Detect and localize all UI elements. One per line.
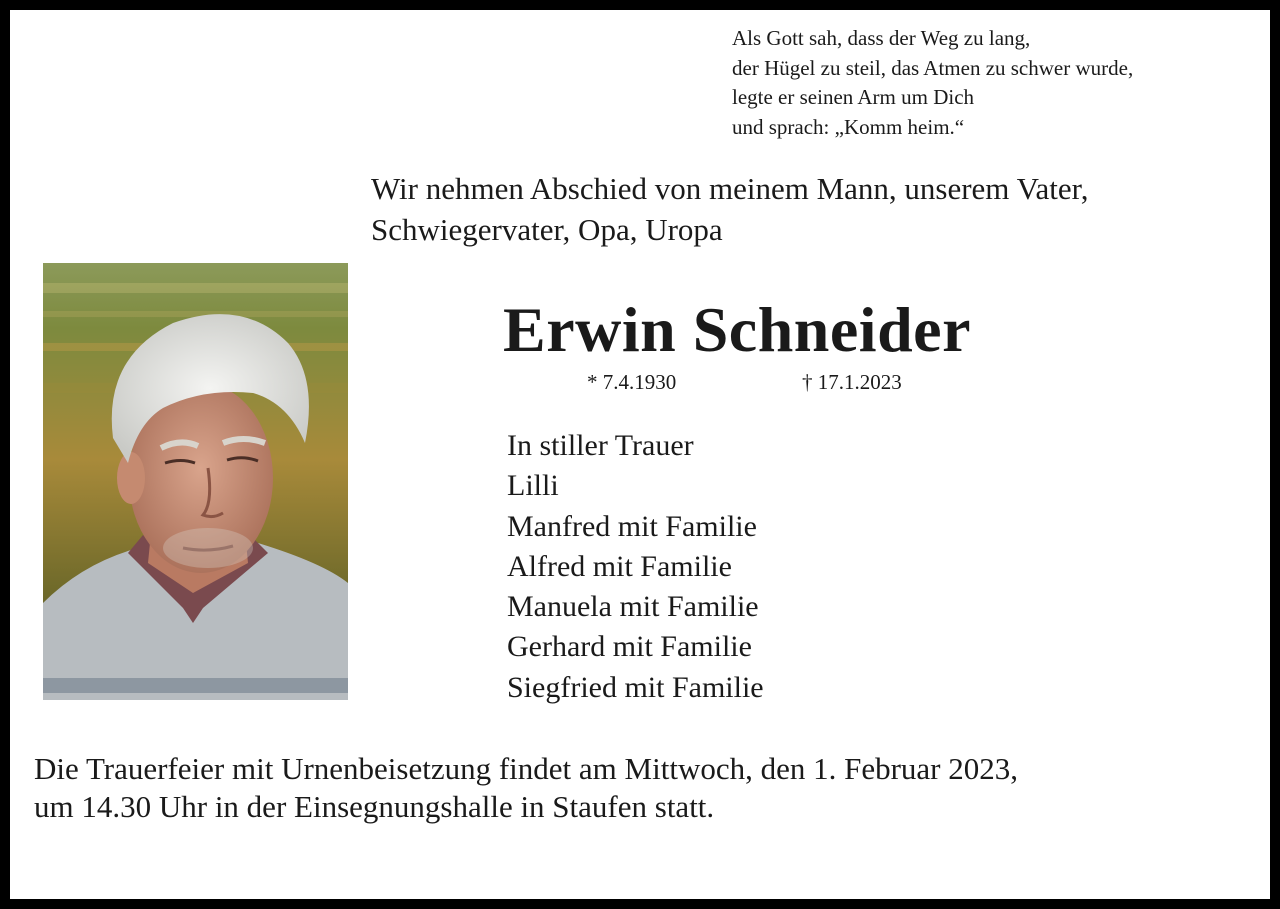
- intro-line: Schwiegervater, Opa, Uropa: [371, 212, 723, 247]
- mourners-heading: In stiller Trauer: [507, 429, 694, 462]
- mourner-entry: Siegfried mit Familie: [507, 670, 764, 704]
- intro-line: Wir nehmen Abschied von meinem Mann, unserem Vater,: [371, 171, 1089, 206]
- poem-line: Als Gott sah, dass der Weg zu lang,: [732, 26, 1031, 50]
- death-date: † 17.1.2023: [802, 370, 902, 394]
- portrait-photo: [43, 263, 348, 700]
- birth-date: * 7.4.1930: [587, 370, 677, 394]
- poem-line: legte er seinen Arm um Dich: [732, 85, 975, 109]
- mourner-entry: Alfred mit Familie: [507, 549, 732, 583]
- obituary-notice: [10, 10, 1270, 899]
- service-line: um 14.30 Uhr in der Einsegnungshalle in Staufen statt.: [34, 789, 715, 824]
- mourners-list: [507, 426, 764, 708]
- poem-line: und sprach: „Komm heim.“: [732, 114, 965, 139]
- service-line: Die Trauerfeier mit Urnenbeisetzung findet am Mittwoch, den 1. Februar 2023,: [34, 751, 1019, 786]
- mourner-entry: Lilli: [507, 469, 559, 503]
- funeral-service-info: [34, 750, 1018, 826]
- deceased-name: Erwin Schneider: [503, 294, 971, 365]
- mourner-entry: Gerhard mit Familie: [507, 630, 752, 664]
- mourner-entry: Manuela mit Familie: [507, 590, 759, 624]
- farewell-intro: [371, 168, 1089, 250]
- memorial-poem: [732, 24, 1133, 142]
- mourner-entry: Manfred mit Familie: [507, 509, 757, 543]
- poem-line: der Hügel zu steil, das Atmen zu schwer wurde,: [732, 55, 1134, 80]
